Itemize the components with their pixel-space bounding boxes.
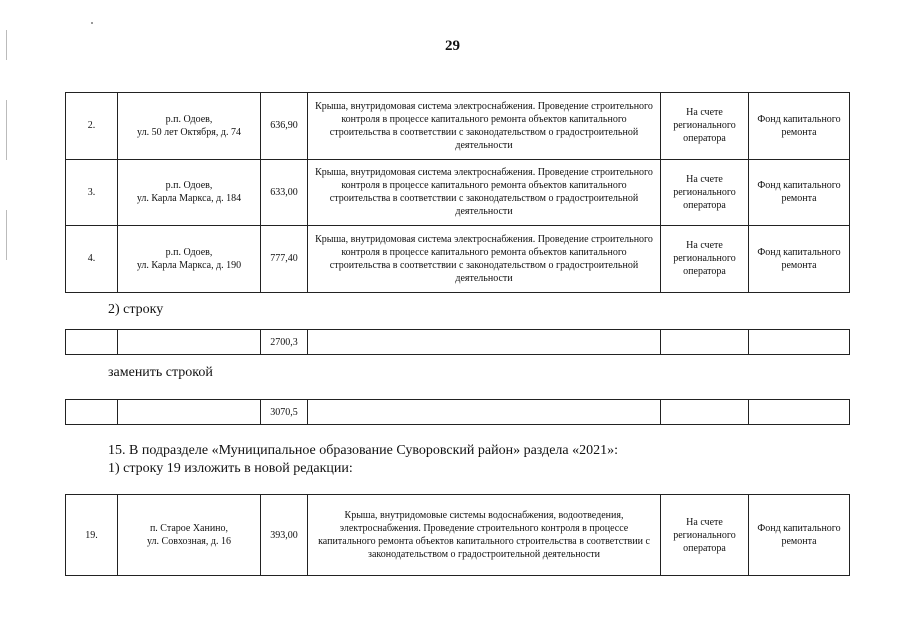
empty-cell bbox=[118, 400, 261, 425]
area-cell: 633,00 bbox=[261, 159, 308, 226]
row-number: 19. bbox=[66, 495, 118, 576]
fund-cell: Фонд капитального ремонта bbox=[749, 495, 850, 576]
table-row bbox=[66, 495, 850, 576]
address-line: ул. Карла Маркса, д. 190 bbox=[136, 259, 242, 271]
paragraph-15: 15. В подразделе «Муниципальное образование Суворовский район» раздела «2021»: bbox=[108, 443, 618, 458]
scan-mark bbox=[6, 100, 7, 160]
works-table-top bbox=[65, 92, 850, 293]
account-cell: На счете регионального оператора bbox=[661, 93, 749, 160]
text-replace: заменить строкой bbox=[108, 365, 213, 380]
address-cell bbox=[118, 495, 261, 576]
address-line: ул. 50 лет Октября, д. 74 bbox=[137, 126, 241, 138]
table-row bbox=[66, 330, 850, 355]
works-cell: Крыша, внутридомовые системы водоснабжения, водоотведения, электроснабжения. Проведение строительного контроля в процессе капитального ремонта объектов капитального строительства в соответствии с законодательством о градостроительной деятельности bbox=[308, 495, 661, 576]
text-stroku: 2) строку bbox=[108, 302, 164, 317]
empty-cell bbox=[661, 400, 749, 425]
empty-cell bbox=[749, 330, 850, 355]
account-cell: На счете регионального оператора bbox=[661, 226, 749, 293]
table-row bbox=[66, 159, 850, 226]
fund-cell: Фонд капитального ремонта bbox=[749, 93, 850, 160]
empty-cell bbox=[118, 330, 261, 355]
row-number: 2. bbox=[66, 93, 118, 160]
area-cell: 777,40 bbox=[261, 226, 308, 293]
area-cell: 3070,5 bbox=[261, 400, 308, 425]
address-cell bbox=[118, 93, 261, 160]
area-cell: 393,00 bbox=[261, 495, 308, 576]
address-line: р.п. Одоев, bbox=[165, 180, 213, 192]
scan-mark bbox=[6, 30, 7, 60]
empty-cell bbox=[66, 330, 118, 355]
empty-cell bbox=[749, 400, 850, 425]
address-line: ул. Совхозная, д. 16 bbox=[147, 536, 231, 547]
fund-cell: Фонд капитального ремонта bbox=[749, 226, 850, 293]
address-line: п. Старое Ханино, bbox=[149, 523, 229, 534]
empty-cell bbox=[308, 330, 661, 355]
works-cell: Крыша, внутридомовая система электроснабжения. Проведение строительного контроля в процессе капитального ремонта объектов капитального строительства в соответствии с законодательством о градостроительной деятельности bbox=[308, 93, 661, 160]
area-cell: 2700,3 bbox=[261, 330, 308, 355]
table-row bbox=[66, 400, 850, 425]
scan-dot bbox=[91, 22, 93, 24]
area-cell: 636,90 bbox=[261, 93, 308, 160]
address-line: р.п. Одоев, bbox=[165, 113, 213, 125]
table-row bbox=[66, 226, 850, 293]
address-cell bbox=[118, 226, 261, 293]
new-row-table bbox=[65, 399, 850, 425]
old-row-table bbox=[65, 329, 850, 355]
address-line: р.п. Одоев, bbox=[165, 246, 213, 258]
empty-cell bbox=[308, 400, 661, 425]
paragraph-15-sub: 1) строку 19 изложить в новой редакции: bbox=[108, 461, 353, 476]
empty-cell bbox=[66, 400, 118, 425]
account-cell: На счете регионального оператора bbox=[661, 159, 749, 226]
page-number: 29 bbox=[445, 38, 460, 54]
works-table-bottom bbox=[65, 494, 850, 576]
fund-cell: Фонд капитального ремонта bbox=[749, 159, 850, 226]
works-cell: Крыша, внутридомовая система электроснабжения. Проведение строительного контроля в процессе капитального ремонта объектов капитального строительства в соответствии с законодательством о градостроительной деятельности bbox=[308, 226, 661, 293]
row-number: 4. bbox=[66, 226, 118, 293]
scan-mark bbox=[6, 210, 7, 260]
works-cell: Крыша, внутридомовая система электроснабжения. Проведение строительного контроля в процессе капитального ремонта объектов капитального строительства в соответствии с законодательством о градостроительной деятельности bbox=[308, 159, 661, 226]
address-cell bbox=[118, 159, 261, 226]
empty-cell bbox=[661, 330, 749, 355]
address-line: ул. Карла Маркса, д. 184 bbox=[136, 193, 242, 205]
table-row bbox=[66, 93, 850, 160]
row-number: 3. bbox=[66, 159, 118, 226]
account-cell: На счете регионального оператора bbox=[661, 495, 749, 576]
